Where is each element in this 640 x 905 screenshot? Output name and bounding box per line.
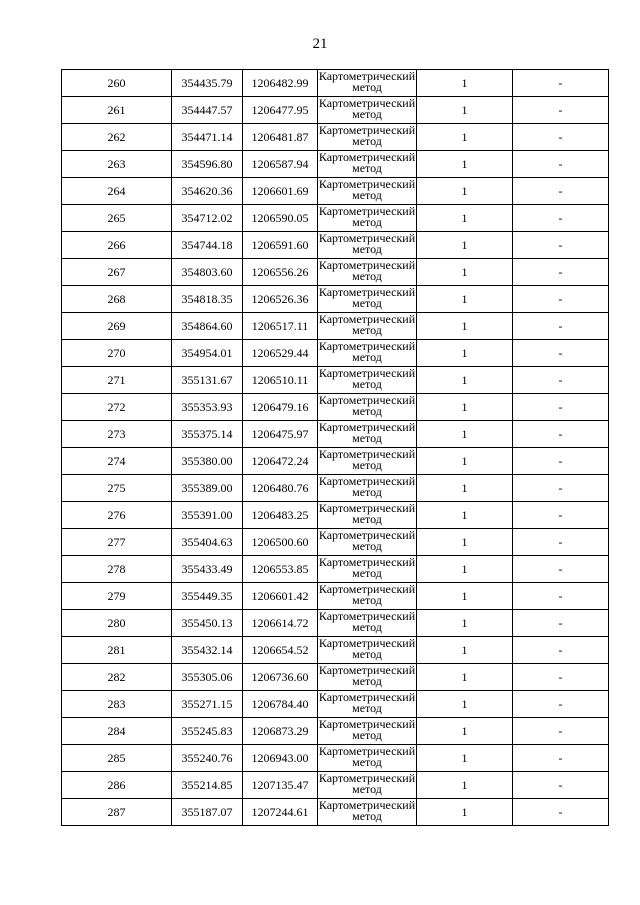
point-number-cell: 260 (62, 70, 172, 97)
value-cell: 1 (417, 502, 513, 529)
method-cell (318, 232, 417, 259)
point-number-cell: 285 (62, 745, 172, 772)
value-cell: 1 (417, 529, 513, 556)
value-cell: 1 (417, 259, 513, 286)
method-text: Картометрический метод (318, 692, 416, 715)
method-text: Картометрический метод (318, 476, 416, 499)
note-cell: - (513, 232, 609, 259)
table-row (62, 583, 609, 610)
method-text: Картометрический метод (318, 773, 416, 796)
coordinates-table-body (62, 70, 609, 826)
method-cell (318, 205, 417, 232)
note-cell: - (513, 691, 609, 718)
method-text: Картометрический метод (318, 395, 416, 418)
table-row (62, 367, 609, 394)
method-text: Картометрический метод (318, 422, 416, 445)
method-cell (318, 151, 417, 178)
x-coordinate-cell: 354744.18 (172, 232, 243, 259)
table-row (62, 502, 609, 529)
table-row (62, 799, 609, 826)
x-coordinate-cell: 355353.93 (172, 394, 243, 421)
note-cell: - (513, 772, 609, 799)
y-coordinate-cell: 1207135.47 (243, 772, 318, 799)
method-cell (318, 502, 417, 529)
value-cell: 1 (417, 178, 513, 205)
y-coordinate-cell: 1206587.94 (243, 151, 318, 178)
value-cell: 1 (417, 124, 513, 151)
method-text: Картометрический метод (318, 665, 416, 688)
y-coordinate-cell: 1206873.29 (243, 718, 318, 745)
x-coordinate-cell: 355375.14 (172, 421, 243, 448)
value-cell: 1 (417, 448, 513, 475)
note-cell: - (513, 529, 609, 556)
table-row (62, 664, 609, 691)
table-row (62, 637, 609, 664)
point-number-cell: 277 (62, 529, 172, 556)
point-number-cell: 264 (62, 178, 172, 205)
table-row (62, 448, 609, 475)
note-cell: - (513, 610, 609, 637)
method-text: Картометрический метод (318, 287, 416, 310)
point-number-cell: 272 (62, 394, 172, 421)
table-row (62, 772, 609, 799)
note-cell: - (513, 421, 609, 448)
table-row (62, 205, 609, 232)
note-cell: - (513, 475, 609, 502)
table-row (62, 421, 609, 448)
point-number-cell: 265 (62, 205, 172, 232)
method-cell (318, 70, 417, 97)
note-cell: - (513, 70, 609, 97)
x-coordinate-cell: 354471.14 (172, 124, 243, 151)
method-text: Картометрический метод (318, 341, 416, 364)
x-coordinate-cell: 355240.76 (172, 745, 243, 772)
method-cell (318, 556, 417, 583)
table-row (62, 340, 609, 367)
table-row (62, 718, 609, 745)
method-text: Картометрический метод (318, 746, 416, 769)
y-coordinate-cell: 1206654.52 (243, 637, 318, 664)
x-coordinate-cell: 355380.00 (172, 448, 243, 475)
value-cell: 1 (417, 718, 513, 745)
method-cell (318, 610, 417, 637)
y-coordinate-cell: 1206736.60 (243, 664, 318, 691)
method-cell (318, 772, 417, 799)
value-cell: 1 (417, 664, 513, 691)
note-cell: - (513, 394, 609, 421)
y-coordinate-cell: 1207244.61 (243, 799, 318, 826)
method-cell (318, 313, 417, 340)
value-cell: 1 (417, 475, 513, 502)
note-cell: - (513, 340, 609, 367)
x-coordinate-cell: 355271.15 (172, 691, 243, 718)
y-coordinate-cell: 1206943.00 (243, 745, 318, 772)
table-row (62, 556, 609, 583)
table-row (62, 259, 609, 286)
x-coordinate-cell: 354954.01 (172, 340, 243, 367)
method-cell (318, 637, 417, 664)
value-cell: 1 (417, 205, 513, 232)
note-cell: - (513, 313, 609, 340)
y-coordinate-cell: 1206601.42 (243, 583, 318, 610)
value-cell: 1 (417, 340, 513, 367)
point-number-cell: 273 (62, 421, 172, 448)
point-number-cell: 268 (62, 286, 172, 313)
method-text: Картометрический метод (318, 206, 416, 229)
point-number-cell: 283 (62, 691, 172, 718)
point-number-cell: 262 (62, 124, 172, 151)
point-number-cell: 280 (62, 610, 172, 637)
table-row (62, 124, 609, 151)
y-coordinate-cell: 1206591.60 (243, 232, 318, 259)
note-cell: - (513, 448, 609, 475)
x-coordinate-cell: 354803.60 (172, 259, 243, 286)
x-coordinate-cell: 355389.00 (172, 475, 243, 502)
x-coordinate-cell: 355305.06 (172, 664, 243, 691)
method-text: Картометрический метод (318, 638, 416, 661)
value-cell: 1 (417, 70, 513, 97)
note-cell: - (513, 367, 609, 394)
page-number: 21 (312, 36, 328, 52)
method-cell (318, 124, 417, 151)
method-cell (318, 178, 417, 205)
value-cell: 1 (417, 637, 513, 664)
point-number-cell: 270 (62, 340, 172, 367)
method-text: Картометрический метод (318, 260, 416, 283)
value-cell: 1 (417, 151, 513, 178)
value-cell: 1 (417, 232, 513, 259)
table-row (62, 394, 609, 421)
method-cell (318, 718, 417, 745)
table-row (62, 691, 609, 718)
method-text: Картометрический метод (318, 71, 416, 94)
note-cell: - (513, 151, 609, 178)
point-number-cell: 281 (62, 637, 172, 664)
point-number-cell: 261 (62, 97, 172, 124)
x-coordinate-cell: 355433.49 (172, 556, 243, 583)
x-coordinate-cell: 355131.67 (172, 367, 243, 394)
note-cell: - (513, 205, 609, 232)
table-row (62, 97, 609, 124)
point-number-cell: 271 (62, 367, 172, 394)
point-number-cell: 287 (62, 799, 172, 826)
value-cell: 1 (417, 691, 513, 718)
y-coordinate-cell: 1206614.72 (243, 610, 318, 637)
x-coordinate-cell: 355245.83 (172, 718, 243, 745)
method-text: Картометрический метод (318, 611, 416, 634)
x-coordinate-cell: 355404.63 (172, 529, 243, 556)
value-cell: 1 (417, 772, 513, 799)
table-row (62, 313, 609, 340)
value-cell: 1 (417, 799, 513, 826)
y-coordinate-cell: 1206477.95 (243, 97, 318, 124)
point-number-cell: 263 (62, 151, 172, 178)
point-number-cell: 276 (62, 502, 172, 529)
x-coordinate-cell: 354620.36 (172, 178, 243, 205)
point-number-cell: 266 (62, 232, 172, 259)
point-number-cell: 279 (62, 583, 172, 610)
method-text: Картометрический метод (318, 800, 416, 823)
method-text: Картометрический метод (318, 368, 416, 391)
method-cell (318, 475, 417, 502)
method-cell (318, 529, 417, 556)
point-number-cell: 274 (62, 448, 172, 475)
y-coordinate-cell: 1206590.05 (243, 205, 318, 232)
note-cell: - (513, 799, 609, 826)
point-number-cell: 286 (62, 772, 172, 799)
x-coordinate-cell: 355432.14 (172, 637, 243, 664)
method-cell (318, 259, 417, 286)
x-coordinate-cell: 355187.07 (172, 799, 243, 826)
method-text: Картометрический метод (318, 557, 416, 580)
point-number-cell: 284 (62, 718, 172, 745)
method-cell (318, 745, 417, 772)
y-coordinate-cell: 1206479.16 (243, 394, 318, 421)
value-cell: 1 (417, 286, 513, 313)
coordinates-table (61, 69, 609, 826)
x-coordinate-cell: 354818.35 (172, 286, 243, 313)
note-cell: - (513, 745, 609, 772)
method-text: Картометрический метод (318, 125, 416, 148)
y-coordinate-cell: 1206500.60 (243, 529, 318, 556)
y-coordinate-cell: 1206526.36 (243, 286, 318, 313)
method-cell (318, 97, 417, 124)
method-text: Картометрический метод (318, 179, 416, 202)
method-text: Картометрический метод (318, 314, 416, 337)
note-cell: - (513, 718, 609, 745)
note-cell: - (513, 664, 609, 691)
x-coordinate-cell: 354447.57 (172, 97, 243, 124)
value-cell: 1 (417, 556, 513, 583)
point-number-cell: 267 (62, 259, 172, 286)
point-number-cell: 278 (62, 556, 172, 583)
method-cell (318, 583, 417, 610)
point-number-cell: 269 (62, 313, 172, 340)
y-coordinate-cell: 1206481.87 (243, 124, 318, 151)
note-cell: - (513, 556, 609, 583)
y-coordinate-cell: 1206556.26 (243, 259, 318, 286)
method-text: Картометрический метод (318, 530, 416, 553)
y-coordinate-cell: 1206517.11 (243, 313, 318, 340)
y-coordinate-cell: 1206480.76 (243, 475, 318, 502)
point-number-cell: 275 (62, 475, 172, 502)
value-cell: 1 (417, 745, 513, 772)
method-text: Картометрический метод (318, 98, 416, 121)
note-cell: - (513, 286, 609, 313)
y-coordinate-cell: 1206601.69 (243, 178, 318, 205)
method-text: Картометрический метод (318, 719, 416, 742)
note-cell: - (513, 97, 609, 124)
table-row (62, 70, 609, 97)
y-coordinate-cell: 1206510.11 (243, 367, 318, 394)
note-cell: - (513, 259, 609, 286)
y-coordinate-cell: 1206553.85 (243, 556, 318, 583)
y-coordinate-cell: 1206482.99 (243, 70, 318, 97)
y-coordinate-cell: 1206483.25 (243, 502, 318, 529)
method-text: Картометрический метод (318, 503, 416, 526)
x-coordinate-cell: 355214.85 (172, 772, 243, 799)
method-cell (318, 421, 417, 448)
method-cell (318, 448, 417, 475)
x-coordinate-cell: 354712.02 (172, 205, 243, 232)
table-row (62, 475, 609, 502)
value-cell: 1 (417, 421, 513, 448)
method-cell (318, 664, 417, 691)
value-cell: 1 (417, 394, 513, 421)
note-cell: - (513, 178, 609, 205)
table-row (62, 529, 609, 556)
value-cell: 1 (417, 367, 513, 394)
table-row (62, 151, 609, 178)
value-cell: 1 (417, 313, 513, 340)
x-coordinate-cell: 355391.00 (172, 502, 243, 529)
method-cell (318, 340, 417, 367)
x-coordinate-cell: 354864.60 (172, 313, 243, 340)
value-cell: 1 (417, 583, 513, 610)
method-text: Картометрический метод (318, 449, 416, 472)
point-number-cell: 282 (62, 664, 172, 691)
table-row (62, 745, 609, 772)
method-text: Картометрический метод (318, 584, 416, 607)
y-coordinate-cell: 1206529.44 (243, 340, 318, 367)
method-cell (318, 286, 417, 313)
method-text: Картометрический метод (318, 152, 416, 175)
note-cell: - (513, 583, 609, 610)
method-cell (318, 799, 417, 826)
table-row (62, 286, 609, 313)
method-cell (318, 394, 417, 421)
table-row (62, 178, 609, 205)
value-cell: 1 (417, 610, 513, 637)
note-cell: - (513, 502, 609, 529)
x-coordinate-cell: 355449.35 (172, 583, 243, 610)
table-row (62, 232, 609, 259)
method-text: Картометрический метод (318, 233, 416, 256)
x-coordinate-cell: 355450.13 (172, 610, 243, 637)
table-row (62, 610, 609, 637)
x-coordinate-cell: 354596.80 (172, 151, 243, 178)
y-coordinate-cell: 1206784.40 (243, 691, 318, 718)
method-cell (318, 367, 417, 394)
note-cell: - (513, 124, 609, 151)
note-cell: - (513, 637, 609, 664)
y-coordinate-cell: 1206475.97 (243, 421, 318, 448)
x-coordinate-cell: 354435.79 (172, 70, 243, 97)
y-coordinate-cell: 1206472.24 (243, 448, 318, 475)
method-cell (318, 691, 417, 718)
value-cell: 1 (417, 97, 513, 124)
